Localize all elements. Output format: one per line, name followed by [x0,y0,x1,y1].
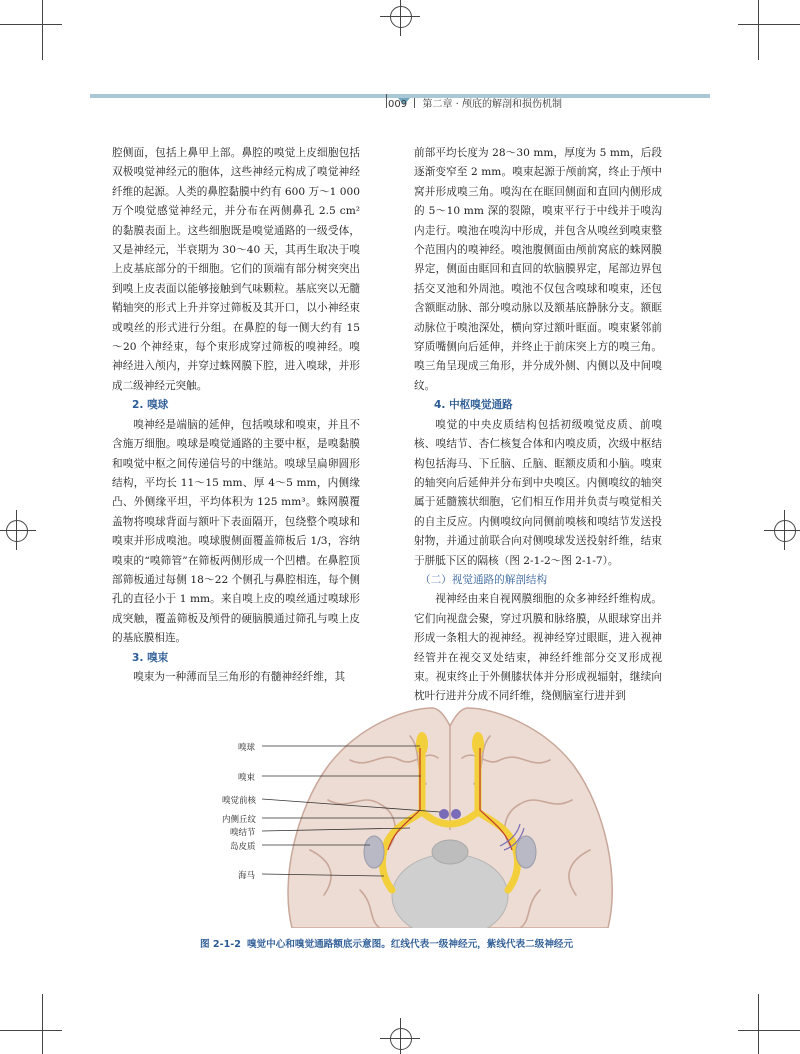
page-number: 009 [388,99,408,110]
registration-mark-left [0,510,40,550]
label-olfactory-tract: 嗅束 [238,773,256,783]
chapter-title: 第二章 · 颅底的解剖和损伤机制 [422,99,563,110]
figure-number: 图 2-1-2 [200,939,241,950]
header-separator [386,94,387,108]
paragraph: 腔侧面，包括上鼻甲上部。鼻腔的嗅觉上皮细胞包括双极嗅觉神经元的胞体，这些神经元构成了嗅觉神经纤维的起源。人类的鼻腔黏膜中约有 600 万～1 000 万个嗅觉感觉神经元，并分布在两侧鼻孔 2.5 cm² 的黏膜表面上。这些细胞既是嗅觉通路的一级受体，又是神经元，半衰期为 30～40 天，其再生取决于嗅上皮基底部分的干细胞。它们的顶端有部分树突突出到嗅上皮表面以能够接触到气味颗粒。基底突以无髓鞘轴突的形式上升并穿过筛板及其开口，以小神经束或嗅丝的形式进行分组。在鼻腔的每一侧大约有 15～20 个神经束，每个束形成穿过筛板的嗅神经。嗅神经进入颅内，并穿过蛛网膜下腔，进入嗅球，并形成二级神经元突触。 [112,147,360,392]
paragraph: 嗅觉的中央皮质结构包括初级嗅觉皮质、前嗅核、嗅结节、杏仁核复合体和内嗅皮质，次级中枢结构包括海马、下丘脑、丘脑、眶额皮质和小脑。嗅束的轴突向后延伸并分布到中央嗅区。内侧嗅纹的轴突属于延髓簇状细胞，它们相互作用并负责与嗅觉相关的自主反应。内侧嗅纹向同侧前嗅核和嗅结节发送投射物，并通过前联合向对侧嗅球发送投射纤维，结束于胼胝下区的隔核（图 2-1-2～图 2-1-7）。 [414,418,662,567]
crop-mark-bottom-right [700,994,800,1054]
paragraph: 嗅束为一种薄而呈三角形的有髓神经纤维，其 [133,670,346,683]
crop-mark-bottom-left [0,994,100,1054]
registration-mark-right [760,510,800,550]
label-anterior-olfactory-nucleus: 嗅觉前核 [222,796,257,806]
crop-mark-top-right [700,0,800,60]
crop-mark-top-left [0,0,100,60]
midbrain [432,840,468,864]
registration-mark-bottom [380,1014,420,1054]
insular-cortex-left [364,836,384,868]
brain-illustration [200,700,710,928]
registration-mark-top [380,0,420,40]
right-column [414,144,662,707]
figure-caption [200,936,573,950]
section-heading-visual-pathway: （二）视觉通路的解剖结构 [420,573,548,586]
label-insular-cortex: 岛皮质 [230,842,256,852]
label-medial-stria: 内侧丘纹 [222,815,257,825]
anterior-olfactory-nucleus-left [439,809,449,819]
anterior-olfactory-nucleus-right [451,809,461,819]
label-hippocampus: 海马 [238,871,256,881]
insular-cortex-right [516,836,536,868]
section-heading-central-pathway: 4. 中枢嗅觉通路 [434,399,513,412]
paragraph: 嗅神经是端脑的延伸，包括嗅球和嗅束，并且不含施万细胞。嗅球是嗅觉通路的主要中枢，是嗅黏膜和嗅觉中枢之间传递信号的中继站。嗅球呈扁卵圆形结构，平均长 11～15 mm、厚 4～5 mm，内侧缘凸、外侧缘平坦，平均体积为 125 mm³。蛛网膜覆盖物将嗅球背面与额叶下表面隔开，包绕整个嗅球和嗅束并形成嗅池。嗅球腹侧面覆盖筛板后 1/3，容纳嗅束的“嗅筛管”在筛板两侧形成一个凹槽。在鼻腔顶部筛板通过每侧 18～22 个侧孔与鼻腔相连，每个侧孔的直径小于 1 mm。来自嗅上皮的嗅丝通过嗅球形成突触，覆盖筛板及颅骨的硬脑膜通过筛孔与嗅上皮的基底膜相连。 [112,418,360,645]
paragraph: 视神经由来自视网膜细胞的众多神经纤维构成。它们向视盘会聚，穿过巩膜和脉络膜，从眼球穿出并形成一条粗大的视神经。视神经穿过眼眶，进入视神经管并在视交叉处结束，神经纤维部分交叉形成视束。视束终止于外侧膝状体并分形成视辐射，继续向枕叶行进并分成不同纤维，绕侧脑室行进并到 [414,593,662,703]
label-olfactory-tubercle: 嗅结节 [230,828,256,838]
figure-caption-text: 嗅觉中心和嗅觉通路额底示意图。红线代表一级神经元，紫线代表二级神经元 [246,939,574,950]
label-olfactory-bulb: 嗅球 [238,743,256,753]
section-heading-olfactory-bulb: 2. 嗅球 [132,399,169,412]
left-column [112,144,360,687]
olfactory-bulb-left [416,732,428,756]
paragraph: 前部平均长度为 28～30 mm，厚度为 5 mm，后段逐渐变窄至 2 mm。嗅束起源于颅前窝，终止于颅中窝并形成嗅三角。嗅沟在在眶回侧面和直回内侧形成的 5～10 mm 深的裂隙，嗅束平行于中线并于嗅沟内走行。嗅池在嗅沟中形成，并包含从嗅丝到嗅束整个范围内的嗅神经。嗅池腹侧面由颅前窝底的蛛网膜界定，侧面由眶回和直回的软脑膜界定，尾部边界包括交叉池和外周池。嗅池不仅包含嗅球和嗅束，还包含额眶动脉、部分嗅动脉以及额基底静脉分支。额眶动脉位于嗅池深处，横向穿过额叶眶面。嗅束紧邻前穿质嘴侧向后延伸，并终止于前床突上方的嗅三角。嗅三角呈现成三角形，并分成外侧、内侧以及中间嗅纹。 [414,147,662,392]
section-heading-olfactory-tract: 3. 嗅束 [132,651,169,664]
olfactory-bulb-right [472,732,484,756]
running-header [388,95,562,110]
brain-base-diagram [200,700,710,928]
